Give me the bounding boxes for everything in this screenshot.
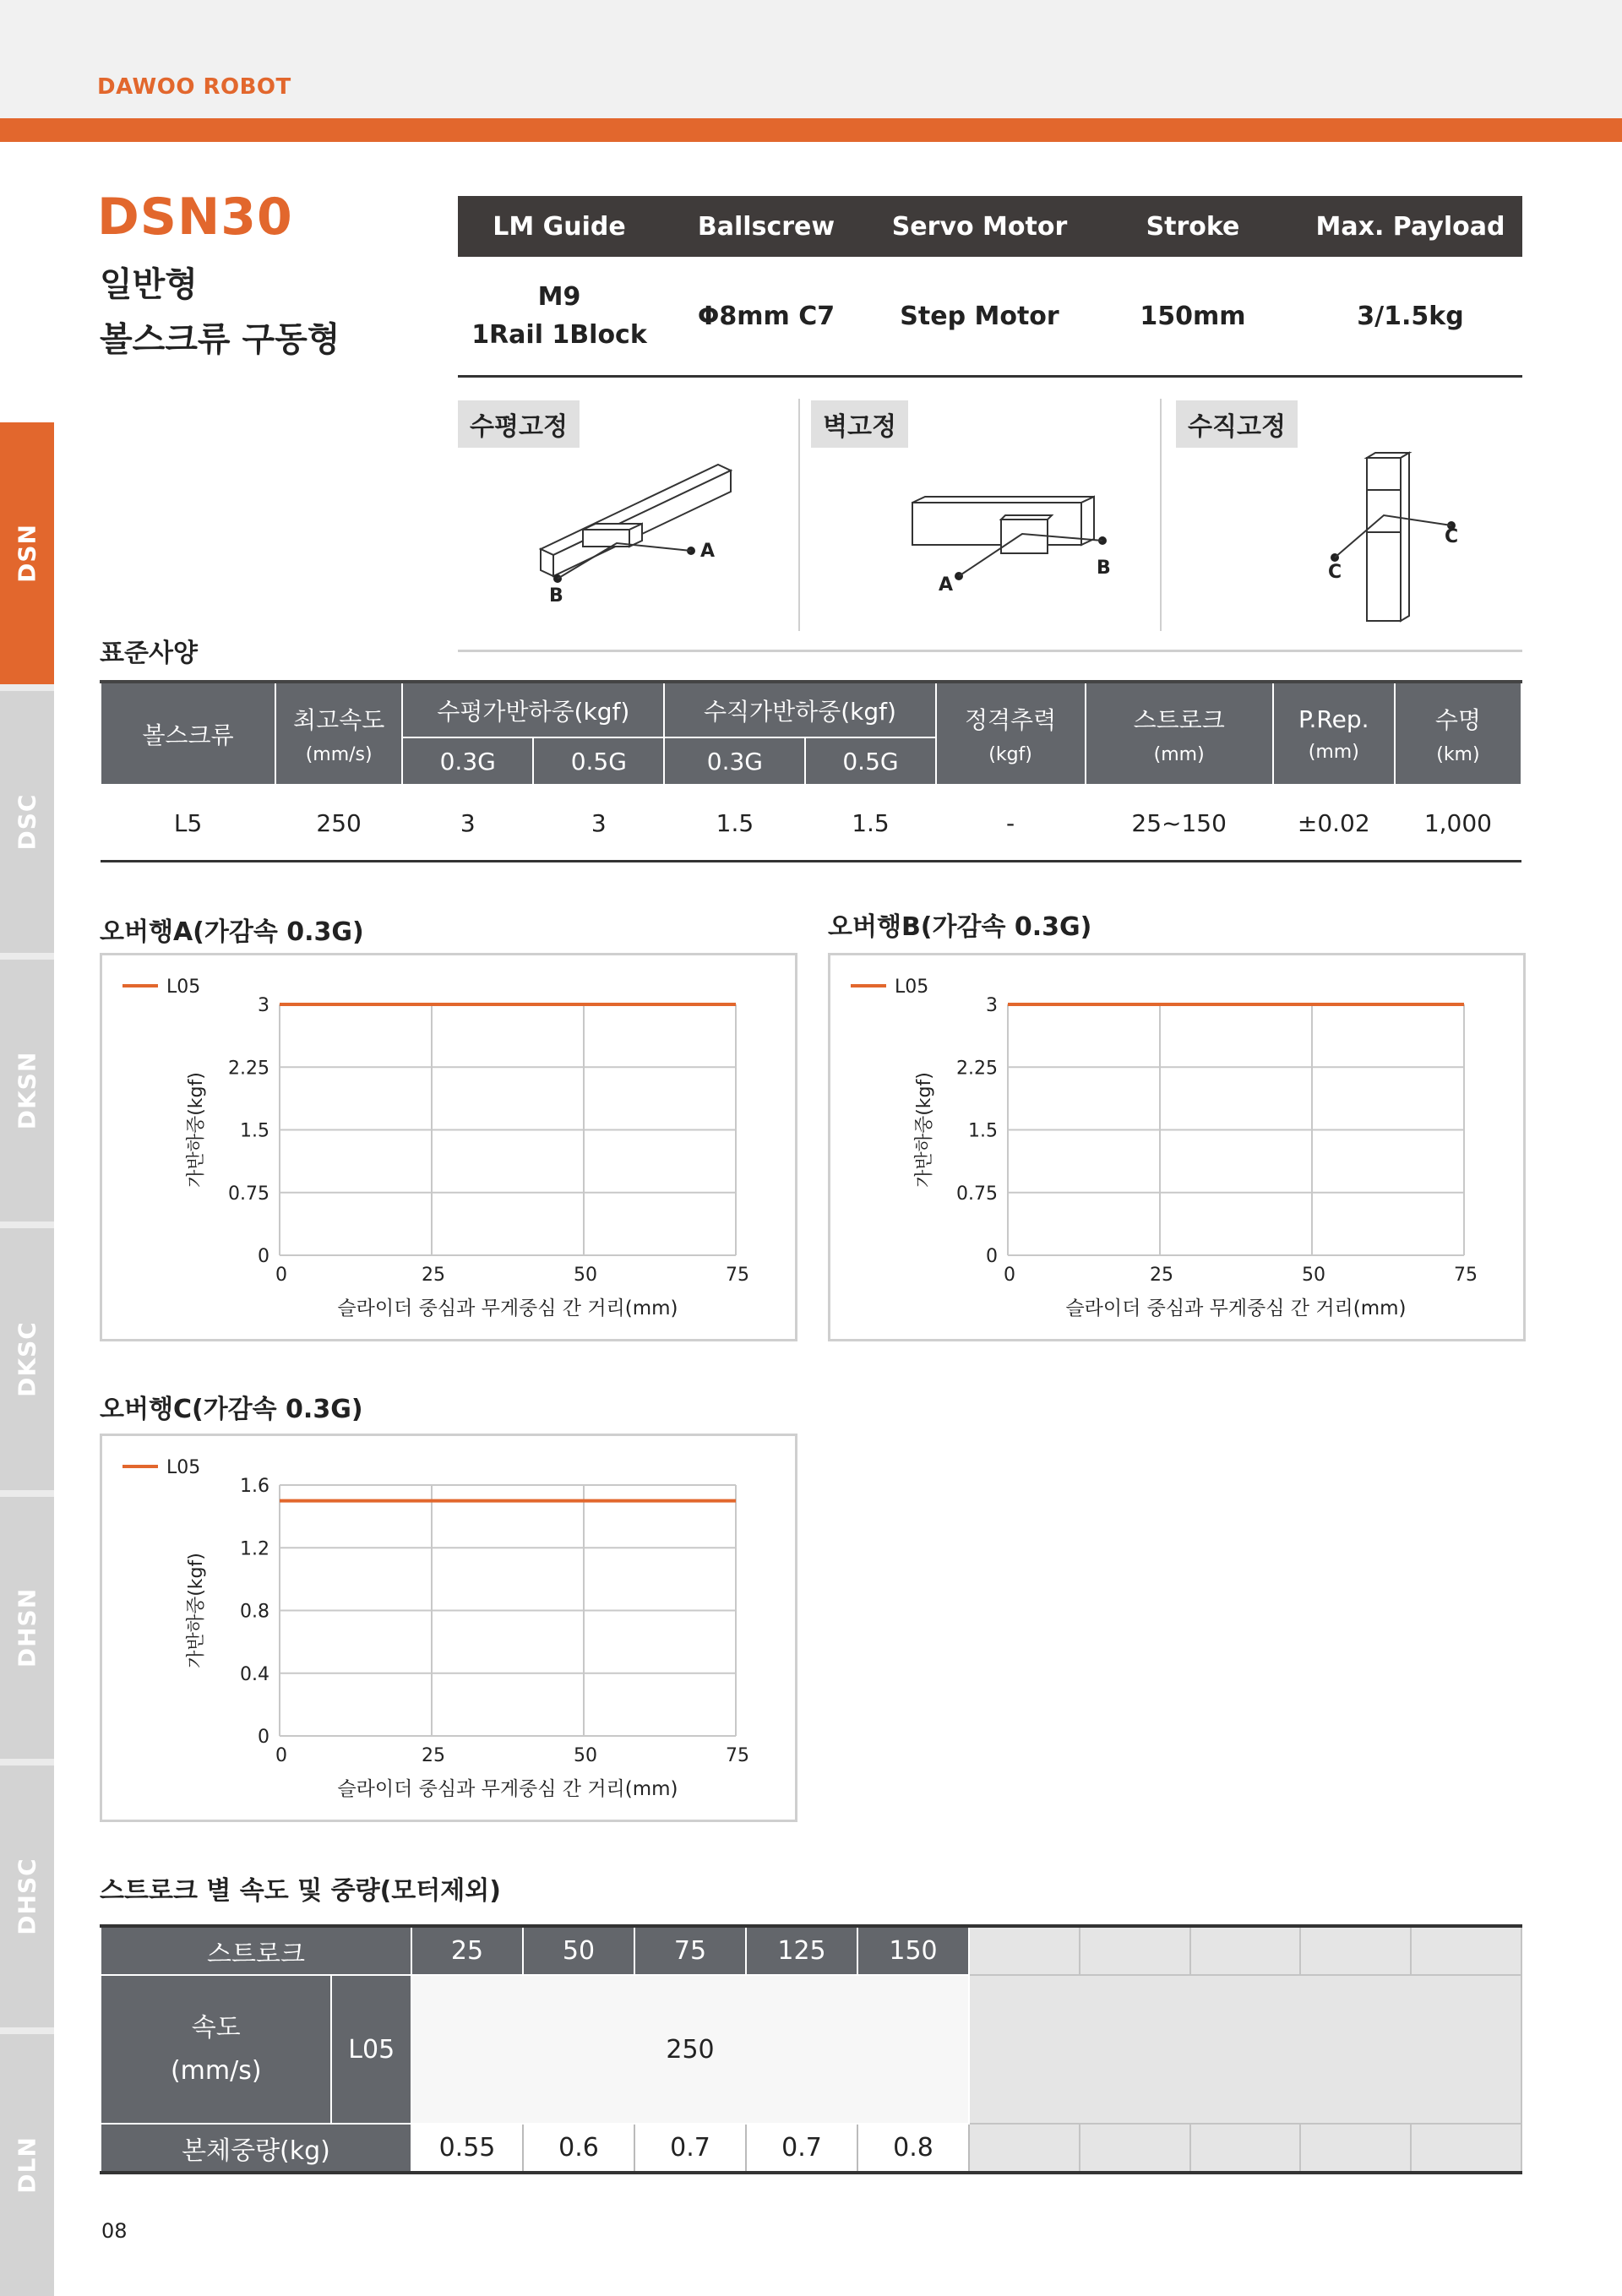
speed-table-empty-cell <box>1080 2124 1190 2173</box>
std-header-h-03g: 0.3G <box>402 737 533 785</box>
chart-x-tick-label: 50 <box>1302 1265 1325 1286</box>
chart-y-tick-label: 0.4 <box>240 1663 269 1685</box>
chart-c-svg <box>102 1436 795 1820</box>
chart-y-tick-label: 0.75 <box>956 1183 998 1205</box>
chart-x-tick-label: 25 <box>422 1265 445 1286</box>
std-header-v-05g: 0.5G <box>805 737 935 785</box>
mount-vertical-label: 수직고정 <box>1176 400 1298 448</box>
std-header-stroke: 스트로크 (mm) <box>1086 682 1273 785</box>
std-header-prep: P.Rep. (mm) <box>1273 682 1395 785</box>
std-header-rated-thrust: 정격추력 (kgf) <box>936 682 1086 785</box>
chart-x-tick-label: 0 <box>1004 1265 1015 1286</box>
mount-divider-2 <box>1160 399 1162 631</box>
chart-y-axis-label: 가반하중(kgf) <box>186 1553 207 1668</box>
std-cell-v-03g: 1.5 <box>664 785 805 862</box>
chart-x-tick-label: 75 <box>1454 1265 1478 1286</box>
speed-table-stroke-label: 스트로크 <box>101 1926 411 1975</box>
chart-b-svg <box>830 955 1523 1339</box>
mount-horizontal-point-b: B <box>549 585 563 607</box>
mount-horizontal-label: 수평고정 <box>458 400 580 448</box>
chart-y-tick-label: 2.25 <box>956 1058 998 1080</box>
speed-table-empty-cell <box>969 1926 1080 1975</box>
speed-table-stroke-50: 50 <box>523 1926 634 1975</box>
chart-y-axis-label: 가반하중(kgf) <box>186 1072 207 1188</box>
chart-x-tick-label: 75 <box>726 1745 749 1766</box>
speed-table-weight-50: 0.6 <box>523 2124 634 2173</box>
mount-wall-diagram <box>895 490 1115 591</box>
std-cell-life: 1,000 <box>1395 785 1521 862</box>
side-tab-dsc[interactable]: DSC <box>0 691 54 953</box>
chart-y-tick-label: 1.5 <box>240 1120 269 1142</box>
speed-table-weight-75: 0.7 <box>634 2124 746 2173</box>
spec-header-servo-motor: Servo Motor <box>872 196 1087 257</box>
spec-max-payload: 3/1.5kg <box>1298 257 1522 377</box>
speed-table-weight-label: 본체중량(kg) <box>101 2124 411 2173</box>
product-model: DSN30 <box>97 188 293 247</box>
product-subtitle-type: 일반형 <box>100 265 198 304</box>
speed-table-weight-150: 0.8 <box>857 2124 969 2173</box>
speed-table-speed-value: 250 <box>411 1975 969 2124</box>
speed-table-empty-cell <box>1411 2124 1521 2173</box>
std-cell-lead: L5 <box>101 785 275 862</box>
spec-header-lm-guide: LM Guide <box>458 196 661 257</box>
speed-table-empty-cell <box>1190 2124 1301 2173</box>
mount-horizontal-point-a: A <box>700 541 716 562</box>
side-tab-dhsn[interactable]: DHSN <box>0 1497 54 1759</box>
chart-a-title: 오버행A(가감속 0.3G) <box>100 917 364 947</box>
speed-table-empty-cell <box>969 2124 1080 2173</box>
product-subtitle-drive: 볼스크류 구동형 <box>100 320 340 359</box>
side-tab-dksc[interactable]: DKSC <box>0 1228 54 1490</box>
spec-servo-motor: Step Motor <box>872 257 1087 377</box>
spec-lm-guide: M9 1Rail 1Block <box>458 257 661 377</box>
std-cell-h-05g: 3 <box>533 785 664 862</box>
std-cell-thrust: - <box>936 785 1086 862</box>
header-band <box>0 0 1622 118</box>
side-tab-dksn[interactable]: DKSN <box>0 960 54 1221</box>
std-header-vertical-payload: 수직가반하중(kgf) <box>664 682 935 737</box>
chart-y-tick-label: 1.6 <box>240 1476 269 1497</box>
std-header-v-03g: 0.3G <box>664 737 805 785</box>
speed-table-title: 스트로크 별 속도 및 중량(모터제외) <box>100 1876 501 1906</box>
mount-vertical-point-c-left: C <box>1328 562 1342 583</box>
chart-x-tick-label: 50 <box>574 1745 597 1766</box>
speed-table-empty-cell <box>1190 1926 1301 1975</box>
standard-spec-title: 표준사양 <box>100 639 198 668</box>
chart-x-tick-label: 25 <box>1150 1265 1173 1286</box>
chart-y-tick-label: 0 <box>258 1727 269 1748</box>
speed-table-empty-cell <box>969 1975 1521 2124</box>
chart-x-tick-label: 0 <box>275 1745 287 1766</box>
speed-table-empty-cell <box>1080 1926 1190 1975</box>
chart-legend-label: L05 <box>166 1457 201 1478</box>
side-tab-dsn[interactable]: DSN <box>0 422 54 684</box>
chart-c-frame <box>100 1434 797 1822</box>
chart-y-tick-label: 1.2 <box>240 1538 269 1560</box>
speed-weight-table <box>100 1924 1522 2174</box>
chart-y-tick-label: 3 <box>986 995 998 1016</box>
mount-wall-label: 벽고정 <box>811 400 908 448</box>
spec-header-ballscrew: Ballscrew <box>661 196 872 257</box>
speed-table-stroke-125: 125 <box>746 1926 857 1975</box>
chart-c-title: 오버행C(가감속 0.3G) <box>100 1395 363 1424</box>
spec-stroke: 150mm <box>1087 257 1298 377</box>
chart-x-tick-label: 50 <box>574 1265 597 1286</box>
std-header-h-05g: 0.5G <box>533 737 664 785</box>
speed-table-stroke-75: 75 <box>634 1926 746 1975</box>
std-header-life: 수명 (km) <box>1395 682 1521 785</box>
standard-spec-table <box>100 680 1522 862</box>
chart-a-svg <box>102 955 795 1339</box>
spec-header-max-payload: Max. Payload <box>1298 196 1522 257</box>
speed-table-lead: L05 <box>331 1975 411 2124</box>
chart-b-title: 오버행B(가감속 0.3G) <box>828 912 1092 942</box>
chart-x-axis-label: 슬라이더 중심과 무게중심 간 거리(mm) <box>337 1778 678 1800</box>
chart-x-tick-label: 0 <box>275 1265 287 1286</box>
chart-y-tick-label: 0 <box>986 1246 998 1267</box>
mount-wall-point-a: A <box>939 574 954 596</box>
mount-wall-point-b: B <box>1097 558 1111 579</box>
table-row <box>101 785 1521 862</box>
chart-x-axis-label: 슬라이더 중심과 무게중심 간 거리(mm) <box>1065 1298 1407 1319</box>
page-number: 08 <box>101 2219 128 2243</box>
mount-divider-1 <box>798 399 800 631</box>
std-cell-max-speed: 250 <box>275 785 402 862</box>
mount-vertical-point-c-right: C <box>1445 526 1459 547</box>
spec-summary-table <box>458 196 1522 378</box>
chart-x-tick-label: 25 <box>422 1745 445 1766</box>
speed-table-speed-label: 속도 (mm/s) <box>101 1975 331 2124</box>
chart-x-axis-label: 슬라이더 중심과 무게중심 간 거리(mm) <box>337 1298 678 1319</box>
speed-table-empty-cell <box>1300 1926 1411 1975</box>
chart-legend-label: L05 <box>166 977 201 998</box>
std-cell-prep: ±0.02 <box>1273 785 1395 862</box>
chart-a-frame <box>100 953 797 1341</box>
speed-table-stroke-150: 150 <box>857 1926 969 1975</box>
std-header-max-speed: 최고속도 (mm/s) <box>275 682 402 785</box>
chart-y-tick-label: 0.75 <box>228 1183 269 1205</box>
speed-table-empty-cell <box>1300 2124 1411 2173</box>
speed-table-weight-125: 0.7 <box>746 2124 857 2173</box>
side-tab-dhsc[interactable]: DHSC <box>0 1766 54 2027</box>
chart-legend-label: L05 <box>895 977 929 998</box>
chart-b-frame <box>828 953 1526 1341</box>
speed-table-empty-cell <box>1411 1926 1521 1975</box>
speed-table-stroke-25: 25 <box>411 1926 523 1975</box>
chart-y-tick-label: 3 <box>258 995 269 1016</box>
std-cell-stroke: 25~150 <box>1086 785 1273 862</box>
std-cell-h-03g: 3 <box>402 785 533 862</box>
speed-table-weight-25: 0.55 <box>411 2124 523 2173</box>
spec-header-stroke: Stroke <box>1087 196 1298 257</box>
chart-x-tick-label: 75 <box>726 1265 749 1286</box>
chart-y-tick-label: 0.8 <box>240 1601 269 1623</box>
header-accent-bar <box>0 118 1622 142</box>
brand-name: DAWOO ROBOT <box>97 74 291 100</box>
spec-ballscrew: Φ8mm C7 <box>661 257 872 377</box>
side-tab-dln[interactable]: DLN <box>0 2034 54 2296</box>
chart-y-axis-label: 가반하중(kgf) <box>914 1072 935 1188</box>
chart-y-tick-label: 0 <box>258 1246 269 1267</box>
std-header-ballscrew: 볼스크류 <box>101 682 275 785</box>
mount-bottom-divider <box>458 650 1522 652</box>
std-header-horizontal-payload: 수평가반하중(kgf) <box>402 682 664 737</box>
chart-y-tick-label: 2.25 <box>228 1058 269 1080</box>
chart-y-tick-label: 1.5 <box>968 1120 998 1142</box>
std-cell-v-05g: 1.5 <box>805 785 935 862</box>
